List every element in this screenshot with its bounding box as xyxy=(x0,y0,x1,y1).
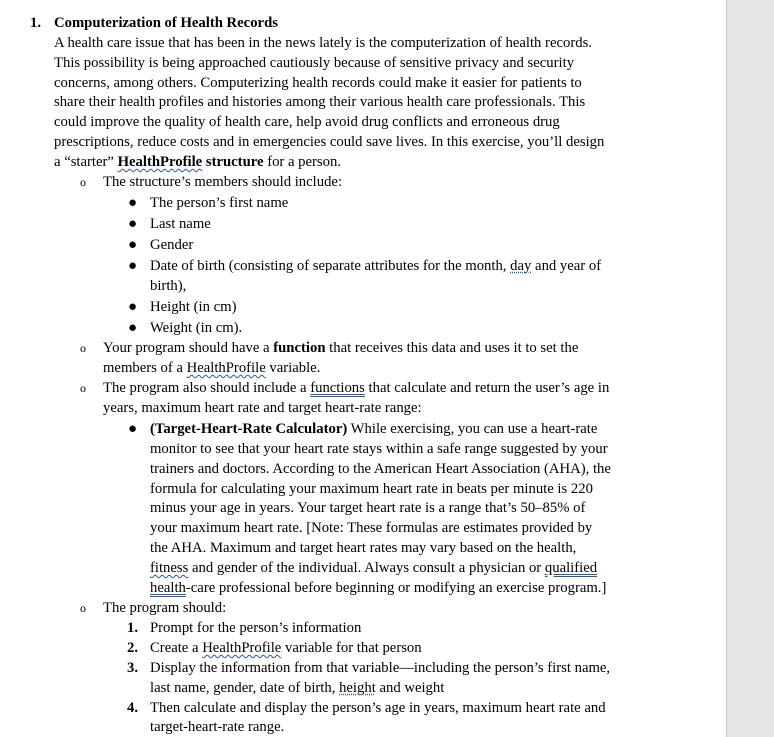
bullet-dot: ● xyxy=(128,421,138,437)
calculator-text: While exercising, you can use a heart-rate xyxy=(347,421,598,437)
circle-bullet: o xyxy=(80,601,86,615)
program-step: Then calculate and display the person’s age in years, maximum heart rate and xyxy=(150,700,606,716)
intro-line: could improve the quality of health care, help avoid drug conflicts and erroneous drug xyxy=(54,114,560,130)
step-number: 3. xyxy=(127,660,139,676)
member-item: The person’s first name xyxy=(150,195,289,211)
intro-line: concerns, among others. Computerizing health records could make it easier for patients to xyxy=(54,75,582,91)
calc-line: years, maximum heart rate and target heart-rate range: xyxy=(103,400,422,416)
member-item: Weight (in cm). xyxy=(150,320,243,336)
calculator-line xyxy=(150,419,597,439)
calculator-line: monitor to see that your heart rate stays within a safe range suggested by your xyxy=(150,441,608,457)
program-step xyxy=(150,638,422,658)
circle-bullet: o xyxy=(80,341,86,355)
step-text: last name, gender, date of birth, xyxy=(150,680,340,696)
calculator-text: and gender of the individual. Always consult a physician or xyxy=(188,560,545,576)
circle-bullet: o xyxy=(80,381,86,395)
calculator-text: -care professional before beginning or modifying an exercise program.] xyxy=(185,580,607,596)
step-text: and weight xyxy=(375,680,445,696)
member-text: Date of birth (consisting of separate attributes for the month, xyxy=(150,258,511,274)
struct-word: structure xyxy=(202,154,264,170)
section-title: Computerization of Health Records xyxy=(54,15,278,31)
bullet-dot: ● xyxy=(128,258,138,274)
section-number: 1. xyxy=(30,15,42,31)
calculator-text: qualified xyxy=(544,560,598,576)
program-step: Prompt for the person’s information xyxy=(150,620,362,636)
function-text: variable. xyxy=(265,360,321,376)
calculator-text: health xyxy=(150,580,186,596)
intro-line: This possibility is being approached cautiously because of sensitive privacy and security xyxy=(54,55,575,71)
member-item: Height (in cm) xyxy=(150,299,237,315)
function-line xyxy=(103,338,578,358)
function-text: that receives this data and uses it to set the xyxy=(325,340,579,356)
calc-line xyxy=(103,378,609,398)
step-number: 1. xyxy=(127,620,139,636)
member-item xyxy=(150,256,601,276)
member-item: Gender xyxy=(150,237,194,253)
calculator-text: fitness xyxy=(150,560,189,576)
circle-bullet: o xyxy=(80,175,86,189)
intro-line: prescriptions, reduce costs and in emergencies could save lives. In this exercise, you’ll design xyxy=(54,134,605,150)
bullet-dot: ● xyxy=(128,320,138,336)
struct-name: HealthProfile xyxy=(117,154,203,170)
calc-text: that calculate and return the user’s age in xyxy=(364,380,610,396)
struct-name: HealthProfile xyxy=(202,640,282,656)
member-item: Last name xyxy=(150,216,211,232)
calc-text: The program also should include a xyxy=(103,380,311,396)
program-step xyxy=(150,678,444,698)
calc-word: functions xyxy=(310,380,365,396)
program-step: Display the information from that variable—including the person’s first name, xyxy=(150,660,611,676)
program-lead: The program should: xyxy=(103,600,227,616)
intro-line: share their health profiles and histories among their various health care professionals. This xyxy=(54,94,586,110)
calculator-line: your maximum heart rate. [Note: These formulas are estimates provided by xyxy=(150,520,593,536)
bullet-dot: ● xyxy=(128,299,138,315)
calculator-line xyxy=(150,578,606,598)
calculator-title: (Target-Heart-Rate Calculator) xyxy=(150,421,348,437)
function-line xyxy=(103,358,320,378)
struct-name: HealthProfile xyxy=(186,360,266,376)
intro-text: a “starter” xyxy=(54,154,118,170)
function-word: function xyxy=(273,340,326,356)
member-text: and year of xyxy=(531,258,602,274)
intro-line: A health care issue that has been in the news lately is the computerization of health records. xyxy=(54,35,592,51)
step-number: 2. xyxy=(127,640,139,656)
program-step: target-heart-rate range. xyxy=(150,719,285,735)
bullet-dot: ● xyxy=(128,237,138,253)
step-number: 4. xyxy=(127,700,139,716)
bullet-dot: ● xyxy=(128,195,138,211)
step-text: Create a xyxy=(150,640,203,656)
members-lead: The structure’s members should include: xyxy=(103,174,343,190)
step-text: variable for that person xyxy=(281,640,422,656)
function-text: Your program should have a xyxy=(103,340,274,356)
member-text: day xyxy=(510,258,532,274)
calculator-line xyxy=(150,558,597,578)
intro-text: for a person. xyxy=(263,154,342,170)
bullet-dot: ● xyxy=(128,216,138,232)
intro-line xyxy=(54,152,341,172)
calculator-line: the AHA. Maximum and target heart rates may vary based on the health, xyxy=(150,540,577,556)
calculator-line: trainers and doctors. According to the American Heart Association (AHA), the xyxy=(150,461,611,477)
member-item: birth), xyxy=(150,278,187,294)
function-text: members of a xyxy=(103,360,187,376)
calculator-line: minus your age in years. Your target heart rate is a range that’s 50–85% of xyxy=(150,500,586,516)
step-text: height xyxy=(339,680,376,696)
calculator-line: formula for calculating your maximum heart rate in beats per minute is 220 xyxy=(150,481,593,497)
